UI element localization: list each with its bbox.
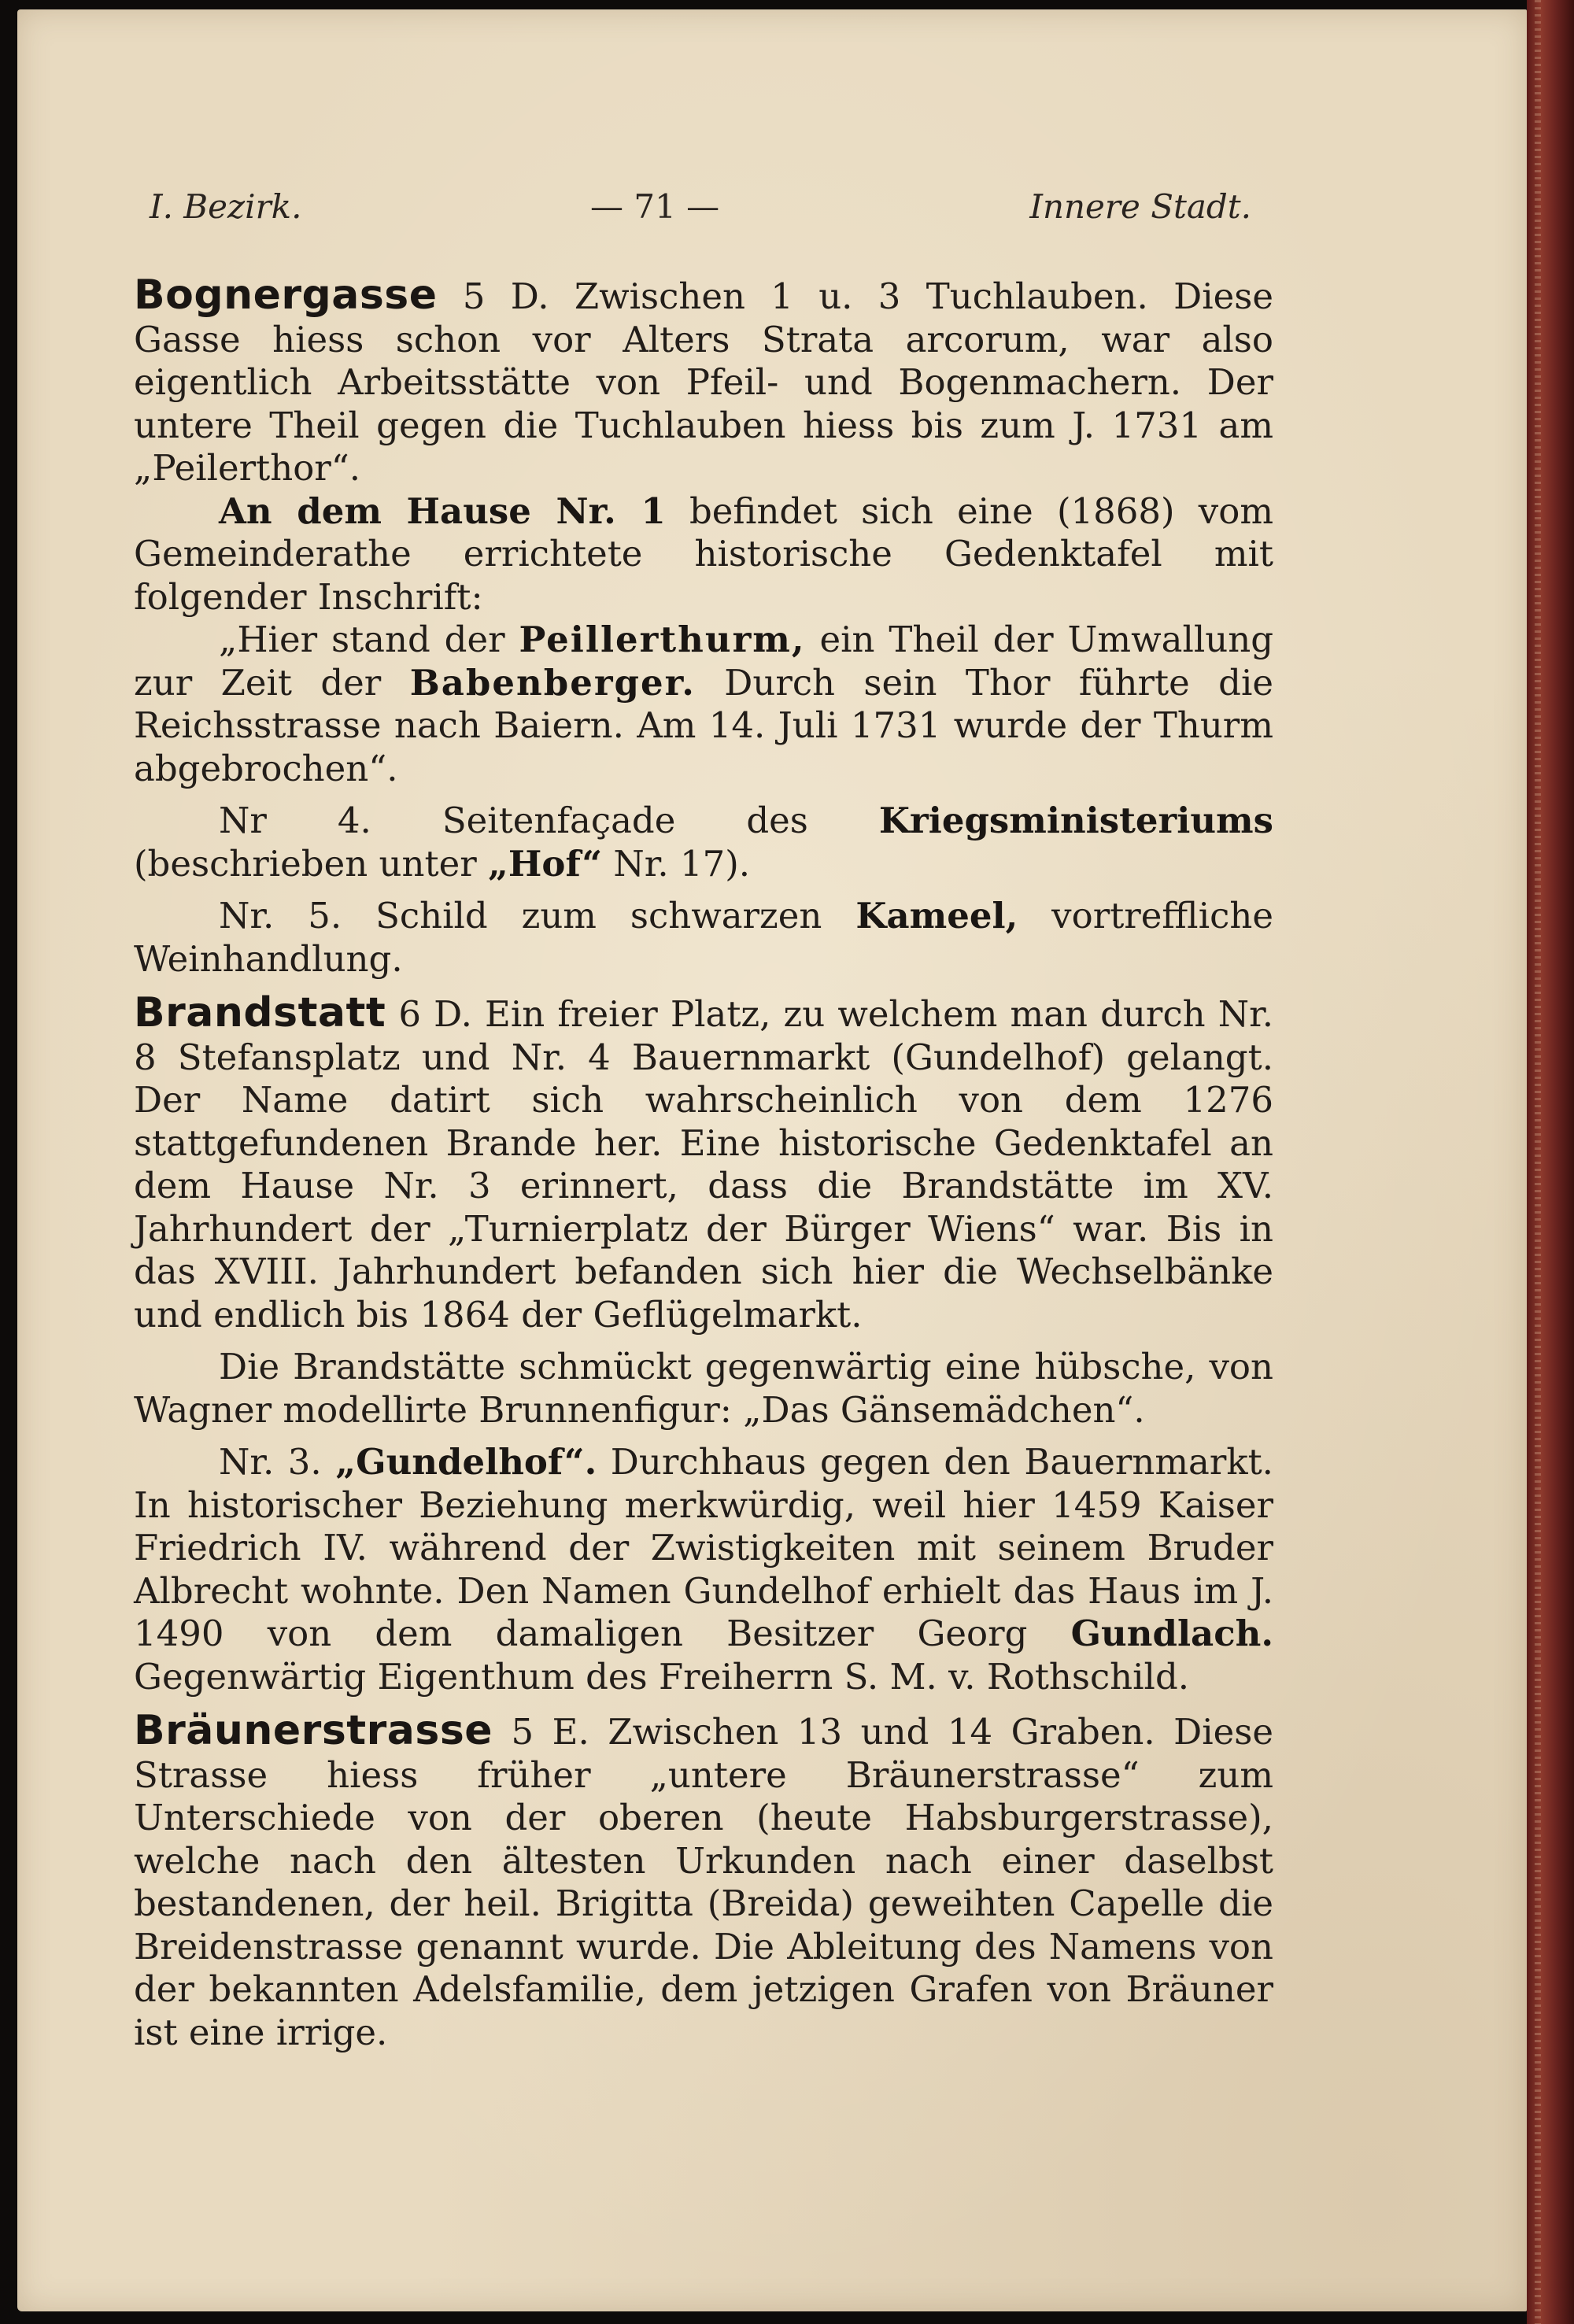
paragraph-text: vortreffliche Weinhandlung.	[134, 895, 1273, 980]
bold-phrase: Kriegsministeriums	[878, 800, 1273, 841]
bold-phrase: Peillerthurm,	[519, 619, 806, 660]
entry-heading: Bräunerstrasse	[134, 1707, 493, 1754]
paragraph-text: Durchhaus gegen den Bauernmarkt. In historischer Beziehung merkwürdig, weil hier 1459 Kaiser Friedrich IV. während der Zwistigkeiten mit seinem Bruder Albrecht wohnte. Den Namen Gundelhof erhielt das Haus im J. 1490 von dem damaligen Besitzer Georg	[134, 1441, 1273, 1654]
bold-phrase: „Gundelhof“.	[335, 1441, 597, 1483]
entry-brandstatt	[134, 989, 1273, 1336]
paragraph-nr4	[134, 800, 1273, 885]
paragraph-text: Nr 4. Seitenfaçade des	[219, 800, 879, 841]
bold-phrase: An dem Hause Nr. 1	[219, 490, 666, 532]
book-spine	[1527, 0, 1574, 2324]
entry-bognergasse	[134, 274, 1273, 490]
quote-text: ein Theil der Umwallung zur Zeit der	[134, 619, 1274, 704]
paragraph-house-nr1	[134, 490, 1273, 619]
paragraph-text: befindet sich eine (1868) vom Gemeinderathe errichtete historische Gedenktafel mit folgender Inschrift:	[134, 490, 1273, 618]
bold-phrase: Babenberger.	[409, 661, 696, 704]
entry-text: 6 D. Ein freier Platz, zu welchem man durch Nr. 8 Stefansplatz und Nr. 4 Bauernmarkt (Gundelhof) gelangt. Der Name datirt sich wahrscheinlich von dem 1276 stattgefundenen Brande her. Eine historische Gedenktafel an dem Hause Nr. 3 erinnert, dass die Brandstätte im XV. Jahrhundert der „Turnierplatz der Bürger Wiens“ war. Bis in das XVIII. Jahrhundert befanden sich hier die Wechselbänke und endlich bis 1864 der Geflügelmarkt.	[134, 993, 1273, 1336]
header-district: I. Bezirk.	[150, 187, 302, 226]
page-body	[134, 274, 1273, 2054]
paragraph-brunnenfigur	[134, 1346, 1273, 1432]
paragraph-text: Nr. 17).	[602, 842, 751, 885]
quote-text: Durch sein Thor führte die Reichsstrasse nach Baiern. Am 14. Juli 1731 wurde der Thurm abgebrochen“.	[134, 661, 1273, 789]
paragraph-nr3	[134, 1441, 1273, 1698]
paragraph-text: Nr. 3.	[219, 1441, 336, 1483]
paragraph-nr5	[134, 895, 1273, 981]
inscription-quote	[134, 619, 1273, 790]
quote-text: „Hier stand der	[219, 619, 519, 660]
paragraph-text: Die Brandstätte schmückt gegenwärtig eine hübsche, von Wagner modellirte Brunnenfigur: „Das Gänsemädchen“.	[134, 1346, 1273, 1431]
entry-text: 5 E. Zwischen 13 und 14 Graben. Diese Strasse hiess früher „untere Bräunerstrasse“ zum Unterschiede von der oberen (heute Habsburgerstrasse), welche nach den ältesten Urkunden nach einer daselbst bestandenen, der heil. Brigitta (Breida) geweihten Capelle die Breidenstrasse genannt wurde. Die Ableitung des Namens von der bekannten Adelsfamilie, dem jetzigen Grafen von Bräuner ist eine irrige.	[134, 1711, 1273, 2053]
page-number: — 71 —	[590, 187, 720, 226]
entry-heading: Brandstatt	[134, 989, 386, 1036]
header-section: Innere Stadt.	[1029, 187, 1251, 226]
bold-phrase: Gundlach.	[1070, 1613, 1273, 1654]
bold-phrase: Kameel,	[855, 895, 1018, 937]
bold-phrase: „Hof“	[488, 842, 603, 885]
paragraph-text: Nr. 5. Schild zum schwarzen	[219, 895, 856, 937]
entry-braeunerstrasse	[134, 1709, 1273, 2054]
entry-heading: Bognergasse	[134, 272, 438, 319]
paragraph-text: Gegenwärtig Eigenthum des Freiherrn S. M. v. Rothschild.	[134, 1655, 1190, 1698]
paragraph-text: (beschrieben unter	[134, 842, 489, 885]
running-header	[150, 187, 1251, 235]
entry-text: 5 D. Zwischen 1 u. 3 Tuchlauben. Diese Gasse hiess schon vor Alters Strata arcorum, war also eigentlich Arbeitsstätte von Pfeil- und Bogenmachern. Der untere Theil gegen die Tuchlauben hiess bis zum J. 1731 am „Peilerthor“.	[134, 275, 1273, 489]
